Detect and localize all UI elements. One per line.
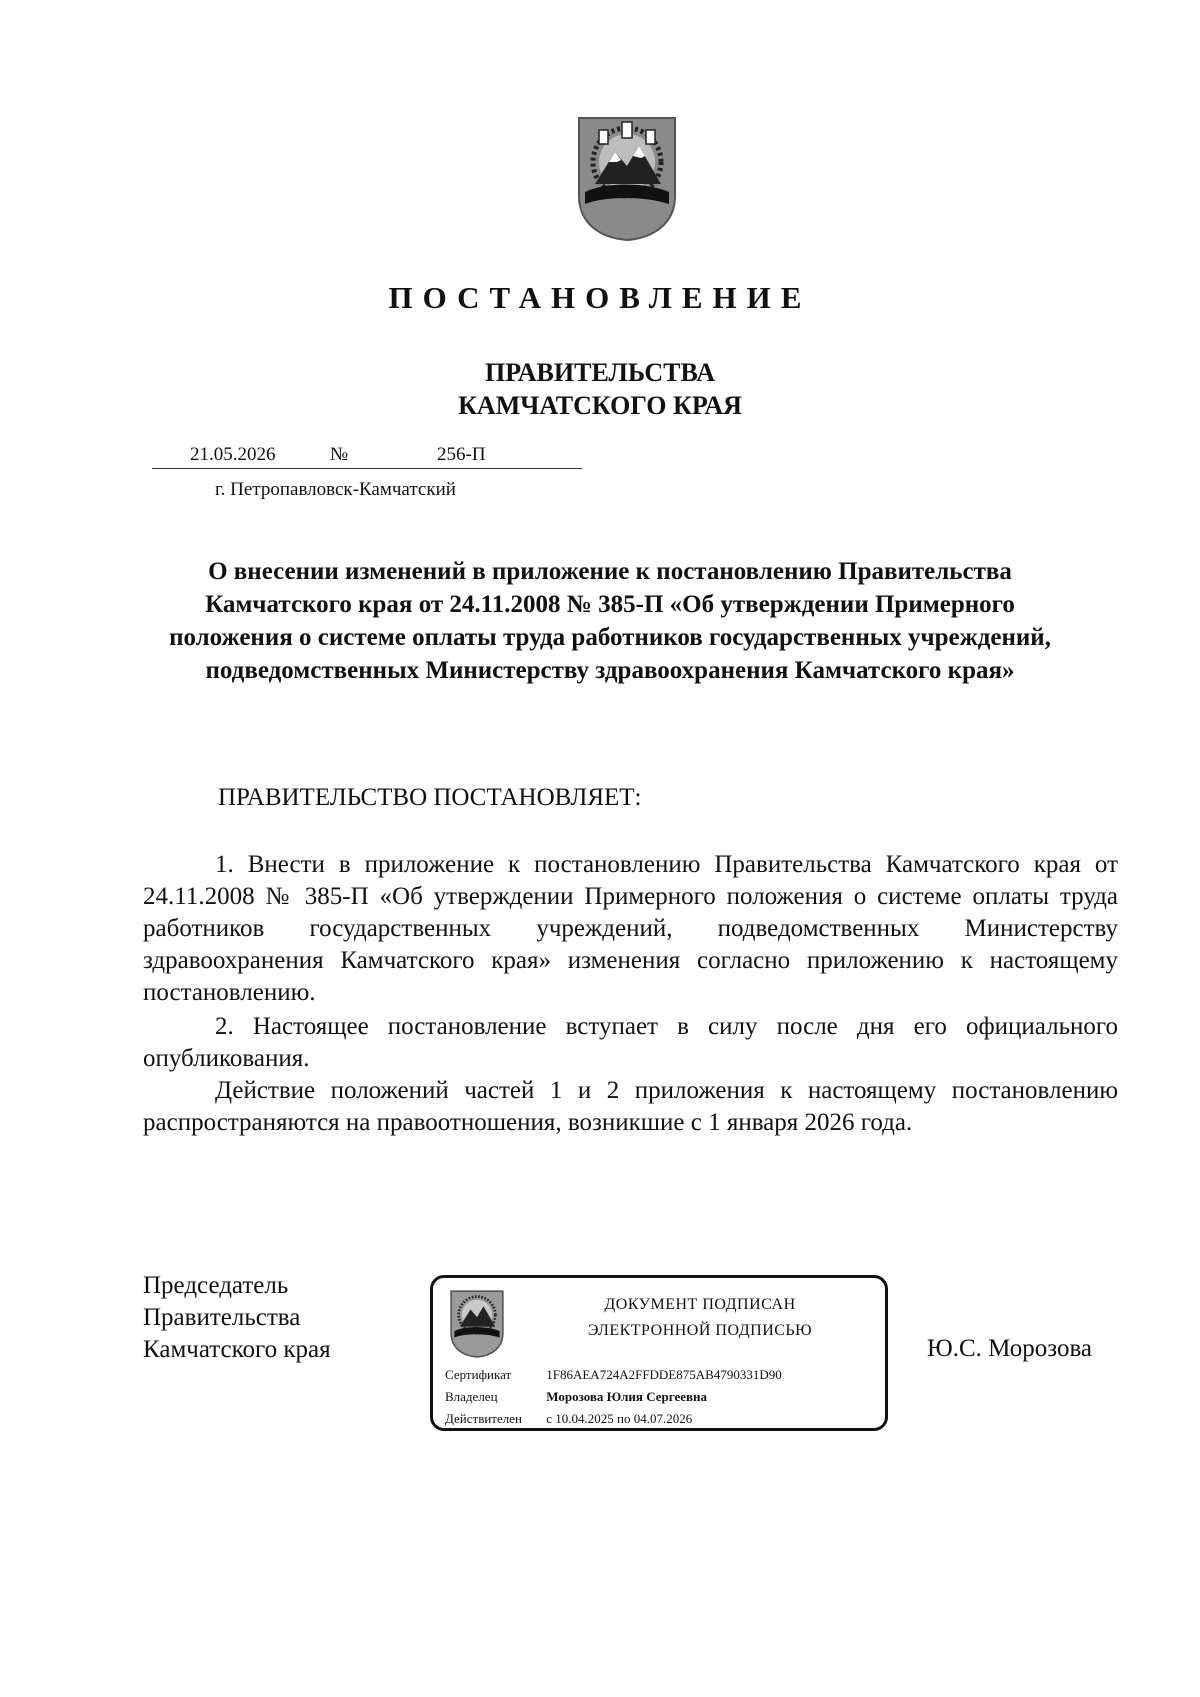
paragraph-1: 1. Внести в приложение к постановлению Правительства Камчатского края от 24.11.2008 № 385-П «Об утверждении Примерного положения о системе оплаты труда работников государственных учреждений, подведомственных Министерству здравоохранения Камчатского края» изменения согласно приложению к настоящему постановлению. bbox=[143, 851, 1118, 1006]
registration-line bbox=[152, 445, 582, 469]
signatory-position bbox=[143, 1270, 331, 1366]
document-type-heading: ПОСТАНОВЛЕНИЕ bbox=[388, 280, 812, 315]
resolution-heading: ПРАВИТЕЛЬСТВО ПОСТАНОВЛЯЕТ: bbox=[218, 784, 642, 811]
kamchatka-coat-of-arms-icon bbox=[447, 1288, 507, 1358]
issuer-line-1: ПРАВИТЕЛЬСТВА bbox=[485, 358, 715, 387]
certificate-label: Сертификат bbox=[445, 1367, 512, 1382]
owner-label: Владелец bbox=[445, 1389, 498, 1404]
signatory-position-line-1: Председатель bbox=[143, 1272, 289, 1299]
stamp-validity-row bbox=[445, 1411, 692, 1427]
paragraph-3: Действие положений частей 1 и 2 приложения к настоящему постановлению распространяются на правоотношения, возникшие с 1 января 2026 года. bbox=[143, 1077, 1118, 1136]
issuer-heading bbox=[0, 356, 1200, 422]
owner-value: Морозова Юлия Сергеевна bbox=[546, 1389, 708, 1404]
stamp-heading-line-1: ДОКУМЕНТ ПОДПИСАН bbox=[604, 1296, 796, 1313]
signatory-name: Ю.С. Морозова bbox=[927, 1335, 1093, 1362]
stamp-owner-row bbox=[445, 1389, 707, 1405]
number-sign: № bbox=[330, 444, 349, 465]
signatory-position-line-2: Правительства bbox=[143, 1304, 301, 1331]
document-date: 21.05.2026 bbox=[190, 444, 276, 465]
document-city: г. Петропавловск-Камчатский bbox=[215, 479, 456, 500]
issuer-line-2: КАМЧАТСКОГО КРАЯ bbox=[458, 391, 742, 420]
validity-value: с 10.04.2025 по 04.07.2026 bbox=[546, 1411, 693, 1426]
signatory-position-line-3: Камчатского края bbox=[143, 1336, 331, 1363]
stamp-heading bbox=[521, 1292, 879, 1344]
certificate-value: 1F86AEA724A2FFDDE875AB4790331D90 bbox=[546, 1367, 782, 1382]
document-number: 256-П bbox=[437, 444, 486, 465]
validity-label: Действителен bbox=[445, 1411, 522, 1426]
kamchatka-coat-of-arms-icon bbox=[575, 112, 679, 242]
stamp-heading-line-2: ЭЛЕКТРОННОЙ ПОДПИСЬЮ bbox=[587, 1322, 813, 1339]
electronic-signature-stamp bbox=[430, 1275, 888, 1431]
registration-underline bbox=[152, 468, 582, 469]
stamp-certificate-row bbox=[445, 1367, 782, 1383]
document-title: О внесении изменений в приложение к постановлению Правительства Камчатского края от 24.11.2008 № 385-П «Об утверждении Примерного положения о системе оплаты труда работников государственных учреждений, подведомственных Министерству здравоохранения Камчатского края» bbox=[169, 558, 1051, 684]
paragraph-2: 2. Настоящее постановление вступает в силу после дня его официального опубликования. bbox=[143, 1013, 1118, 1072]
